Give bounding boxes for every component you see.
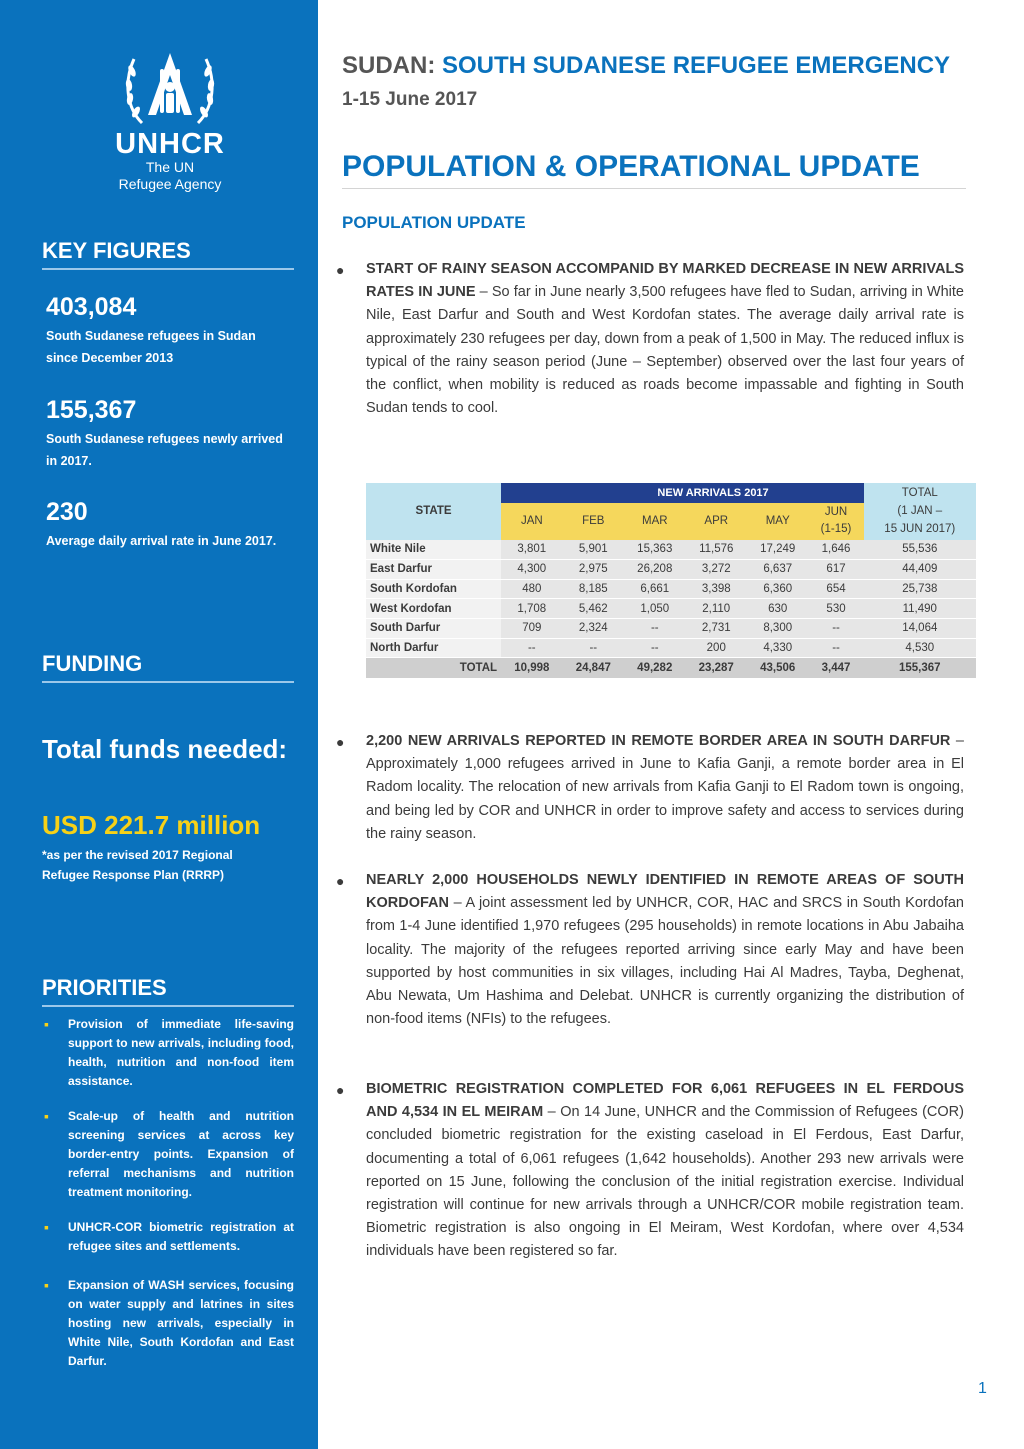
table-header-month: MAR: [624, 503, 685, 540]
table-header-total: [864, 483, 976, 540]
table-row: [366, 618, 976, 638]
unhcr-emblem-icon: [120, 45, 220, 127]
paragraph-text: – So far in June nearly 3,500 refugees have fled to Sudan, arriving in White Nile, East Darfur and South and West Kordofan states. The average daily arrival rate is approximately 230 refugees per day, down from a peak of 1,500 in May. The reduced influx is typical of the rainy season period (June – September) observed over the last four years of the conflict, when mobility is reduced as roads become impassable and fighting in South Sudan tends to cool.: [366, 284, 964, 417]
paragraph-lead: BIOMETRIC REGISTRATION COMPLETED FOR 6,061 REFUGEES IN EL FERDOUS AND 4,534 IN EL MEIRAM: [366, 1081, 964, 1121]
table-row: [366, 579, 976, 599]
value-cell: 10,998: [501, 658, 562, 678]
value-cell: 2,324: [563, 618, 624, 638]
value-cell: 3,272: [686, 559, 747, 579]
update-paragraph: [366, 730, 964, 846]
main-heading: POPULATION & OPERATIONAL UPDATE: [342, 150, 966, 189]
value-cell: 24,847: [563, 658, 624, 678]
value-cell: 654: [808, 579, 863, 599]
priorities-list: [42, 1015, 294, 1387]
value-cell: 1,646: [808, 540, 863, 560]
total-header-line: TOTAL: [901, 487, 938, 500]
key-figures-heading: KEY FIGURES: [42, 238, 294, 270]
funds-note: *as per the revised 2017 Regional Refugee Response Plan (RRRP): [42, 848, 233, 882]
paragraph-text: – Approximately 1,000 refugees arrived in June to Kafia Ganji, a remote border area in El Radom locality. The relocation of new arrivals from Kafia Ganji to El Radom town is ongoing, and being led by COR and UNHCR in order to improve safety and access to services during the rainy season.: [366, 733, 964, 842]
total-header-line: (1 JAN –: [897, 505, 943, 518]
table-total-row: [366, 658, 976, 678]
value-cell: 617: [808, 559, 863, 579]
priorities-heading: PRIORITIES: [42, 975, 294, 1007]
priority-item: ▪ Expansion of WASH services, focusing on water supply and latrines in sites hosting new arrivals, especially in White Nile, South Kordofan and East Darfur.: [42, 1276, 294, 1371]
logo-tagline-2: Refugee Agency: [118, 176, 222, 192]
state-cell: North Darfur: [366, 638, 501, 658]
value-cell: 1,708: [501, 599, 562, 619]
value-cell: --: [808, 618, 863, 638]
table-header-band: NEW ARRIVALS 2017: [563, 483, 864, 503]
table-row: [366, 559, 976, 579]
unhcr-logo: [100, 45, 240, 193]
table-row: [366, 638, 976, 658]
funds-amount: USD 221.7 million: [42, 810, 261, 840]
state-cell: East Darfur: [366, 559, 501, 579]
report-date: 1-15 June 2017: [342, 89, 478, 110]
value-cell: 5,462: [563, 599, 624, 619]
table-header-month: JAN: [501, 503, 562, 540]
document-title: [342, 52, 950, 80]
total-cell: 55,536: [864, 540, 976, 560]
value-cell: --: [563, 638, 624, 658]
value-cell: 6,360: [747, 579, 808, 599]
table-header-state: STATE: [366, 483, 501, 540]
bullet-icon: ●: [336, 262, 345, 278]
value-cell: 530: [808, 599, 863, 619]
title-accent: SOUTH SUDANESE REFUGEE EMERGENCY: [442, 52, 951, 79]
state-cell: White Nile: [366, 540, 501, 560]
logo-tagline-1: The UN: [145, 159, 195, 175]
total-cell: 14,064: [864, 618, 976, 638]
value-cell: 2,110: [686, 599, 747, 619]
month-sublabel: (1-15): [820, 523, 852, 536]
value-cell: 11,576: [686, 540, 747, 560]
paragraph-text: – A joint assessment led by UNHCR, COR, HAC and SRCS in South Kordofan from 1-4 June identified 1,970 refugees (295 households) in remote locations in Abu Jabaiha locality. The majority of the refugees reported arriving since early May and have been supported by host communities in six villages, including Hai Al Madres, Tayba, Deghenat, Abu Newata, Um Hashima and Delebat. UNHCR is currently organizing the distribution of non-food items (NFIs) to the refugees.: [366, 895, 964, 1028]
value-cell: 709: [501, 618, 562, 638]
value-cell: 4,330: [747, 638, 808, 658]
value-cell: 2,975: [563, 559, 624, 579]
month-label: JUN: [824, 506, 848, 519]
table-row: [366, 540, 976, 560]
paragraph-lead: START OF RAINY SEASON ACCOMPANID BY MARKED DECREASE IN NEW ARRIVALS RATES IN JUNE: [366, 261, 964, 301]
total-header-line: 15 JUN 2017): [884, 523, 956, 536]
bullet-icon: ●: [336, 1082, 345, 1098]
total-cell: 11,490: [864, 599, 976, 619]
total-cell: 25,738: [864, 579, 976, 599]
priority-item: ▪ Scale-up of health and nutrition screening services at across key border-entry points. Expansion of referral mechanisms and nutrition treatment monitoring.: [42, 1107, 294, 1202]
key-figure-desc: South Sudanese refugees in Sudan since December 2013: [46, 329, 256, 365]
value-cell: 1,050: [624, 599, 685, 619]
funding-heading: FUNDING: [42, 651, 294, 683]
value-cell: 4,300: [501, 559, 562, 579]
table-header-band-spacer: [501, 483, 562, 503]
new-arrivals-table: [366, 483, 976, 678]
table-header-month: FEB: [563, 503, 624, 540]
key-figure-desc: South Sudanese refugees newly arrived in 2017.: [46, 432, 283, 468]
value-cell: --: [808, 638, 863, 658]
value-cell: 23,287: [686, 658, 747, 678]
logo-wordmark: UNHCR: [115, 128, 225, 160]
value-cell: 3,801: [501, 540, 562, 560]
value-cell: --: [624, 638, 685, 658]
sidebar: [0, 0, 318, 1449]
total-label-cell: TOTAL: [366, 658, 501, 678]
funds-label: Total funds needed:: [42, 734, 288, 764]
value-cell: 630: [747, 599, 808, 619]
value-cell: 5,901: [563, 540, 624, 560]
value-cell: 6,637: [747, 559, 808, 579]
total-cell: 155,367: [864, 658, 976, 678]
bullet-icon: ●: [336, 873, 345, 889]
page-number: 1: [978, 1380, 987, 1397]
value-cell: 3,447: [808, 658, 863, 678]
key-figure-value: 155,367: [46, 396, 137, 424]
priority-item: ▪ UNHCR-COR biometric registration at refugee sites and settlements.: [42, 1218, 294, 1256]
value-cell: 3,398: [686, 579, 747, 599]
paragraph-text: – On 14 June, UNHCR and the Commission of Refugees (COR) concluded biometric registration for the existing caseload in El Ferdous, East Darfur, documenting a total of 6,061 refugees (1,642 households). Another 293 new arrivals were reported on 15 June, following the conclusion of the initial registration exercise. Individual registration will continue for new arrivals through a UNHCR/COR mobile registration team. Biometric registration is also ongoing in El Meiram, West Kordofan, where over 4,534 individuals have been registered so far.: [366, 1104, 964, 1260]
value-cell: 480: [501, 579, 562, 599]
key-figure-value: 230: [46, 498, 88, 526]
update-paragraph: [366, 258, 964, 420]
value-cell: --: [624, 618, 685, 638]
value-cell: 15,363: [624, 540, 685, 560]
paragraph-lead: NEARLY 2,000 HOUSEHOLDS NEWLY IDENTIFIED IN REMOTE AREAS OF SOUTH KORDOFAN: [366, 872, 964, 912]
value-cell: --: [501, 638, 562, 658]
value-cell: 8,300: [747, 618, 808, 638]
value-cell: 8,185: [563, 579, 624, 599]
value-cell: 2,731: [686, 618, 747, 638]
value-cell: 6,661: [624, 579, 685, 599]
paragraph-lead: 2,200 NEW ARRIVALS REPORTED IN REMOTE BORDER AREA IN SOUTH DARFUR: [366, 733, 951, 749]
key-figure-value: 403,084: [46, 293, 137, 321]
value-cell: 200: [686, 638, 747, 658]
bullet-icon: ●: [336, 734, 345, 750]
state-cell: South Darfur: [366, 618, 501, 638]
update-paragraph: [366, 1078, 964, 1264]
value-cell: 43,506: [747, 658, 808, 678]
table-header-month-jun: [808, 503, 863, 540]
value-cell: 49,282: [624, 658, 685, 678]
key-figure-desc: Average daily arrival rate in June 2017.: [46, 534, 277, 548]
table-header-month: APR: [686, 503, 747, 540]
state-cell: West Kordofan: [366, 599, 501, 619]
value-cell: 17,249: [747, 540, 808, 560]
update-paragraph: [366, 869, 964, 1031]
value-cell: 26,208: [624, 559, 685, 579]
title-prefix: SUDAN:: [342, 52, 442, 79]
section-heading: POPULATION UPDATE: [342, 213, 526, 232]
table-row: [366, 599, 976, 619]
priority-item: ▪ Provision of immediate life-saving support to new arrivals, including food, health, nutrition and non-food item assistance.: [42, 1015, 294, 1091]
state-cell: South Kordofan: [366, 579, 501, 599]
total-cell: 44,409: [864, 559, 976, 579]
table-header-month: MAY: [747, 503, 808, 540]
total-cell: 4,530: [864, 638, 976, 658]
